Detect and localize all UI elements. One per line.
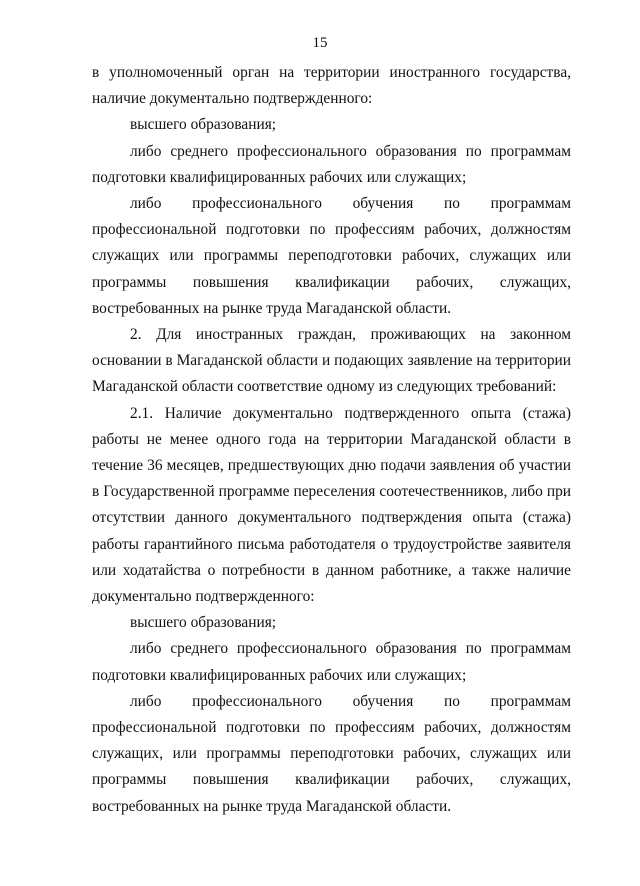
paragraph-secondary-vocational-2: либо среднего профессионального образования по программам подготовки квалифицированных рабочих или служащих;: [92, 640, 571, 684]
paragraph-vocational-training: либо профессионального обучения по программам профессиональной подготовки по профессиям рабочих, должностям служащих или программы переподготовки рабочих, служащих или программы повышения квалификации рабочих, служащих, востребованных на рынке труда Магаданской области.: [92, 195, 571, 317]
paragraph-item-2-1: 2.1. Наличие документально подтвержденного опыта (стажа) работы не менее одного года на территории Магаданской области в течение 36 месяцев, предшествующих дню подачи заявления об участии в Государственной программе переселения соотечественников, либо при отсутствии данного документального подтверждения опыта (стажа) работы гарантийного письма работодателя о трудоустройстве заявителя или ходатайства о потребности в данном работнике, а также наличие документально подтвержденного:: [92, 404, 571, 606]
paragraph-higher-education-2: высшего образования;: [130, 614, 277, 632]
paragraph-higher-education: высшего образования;: [130, 116, 277, 134]
paragraph-continuation: в уполномоченный орган на территории иностранного государства, наличие документально подтвержденного:: [92, 64, 571, 108]
page-number: 15: [312, 35, 328, 51]
paragraph-vocational-training-2: либо профессионального обучения по программам профессиональной подготовки по профессиям рабочих, должностям служащих, или программы переподготовки рабочих, служащих или программы повышения квалификации рабочих, служащих, востребованных на рынке труда Магаданской области.: [92, 692, 571, 815]
document-body: [92, 60, 571, 820]
paragraph-item-2: 2. Для иностранных граждан, проживающих на законном основании в Магаданской области и подающих заявление на территории Магаданской области соответствие одному из следующих требований:: [92, 326, 571, 396]
paragraph-secondary-vocational: либо среднего профессионального образования по программам подготовки квалифицированных рабочих или служащих;: [92, 142, 571, 186]
